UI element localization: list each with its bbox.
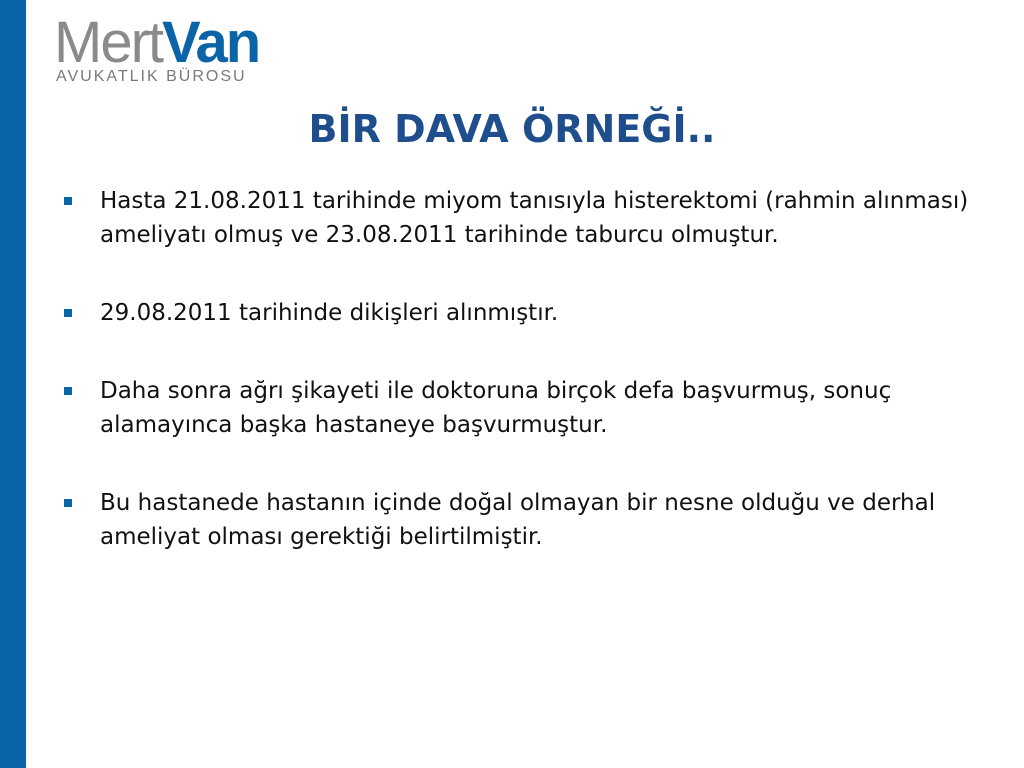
square-bullet-icon [64,309,72,317]
bullet-text: Hasta 21.08.2011 tarihinde miyom tanısıyla histerektomi (rahmin alınması) ameliyatı olmuş ve 23.08.2011 tarihinde taburcu olmuştur. [100,188,969,248]
mertvan-logo [54,12,294,88]
bullet-text: 29.08.2011 tarihinde dikişleri alınmıştır. [100,300,559,326]
logo-subtitle: AVUKATLIK BÜROSU [56,68,247,85]
bullet-list [64,184,984,598]
bullet-item [64,374,984,442]
bullet-text: Bu hastanede hastanın içinde doğal olmayan bir nesne olduğu ve derhal ameliyat olması gerektiği belirtilmiştir. [100,490,936,550]
bullet-item [64,184,984,252]
logo-word-van: Van [162,10,260,75]
square-bullet-icon [64,197,72,205]
square-bullet-icon [64,499,72,507]
bullet-text: Daha sonra ağrı şikayeti ile doktoruna birçok defa başvurmuş, sonuç alamayınca başka hastaneye başvurmuştur. [100,378,892,438]
square-bullet-icon [64,387,72,395]
bullet-item [64,486,984,554]
logo-wordmark [54,12,259,74]
slide-title: BİR DAVA ÖRNEĞİ.. [308,107,716,151]
logo-word-mert: Mert [54,10,162,75]
bullet-item [64,296,984,330]
